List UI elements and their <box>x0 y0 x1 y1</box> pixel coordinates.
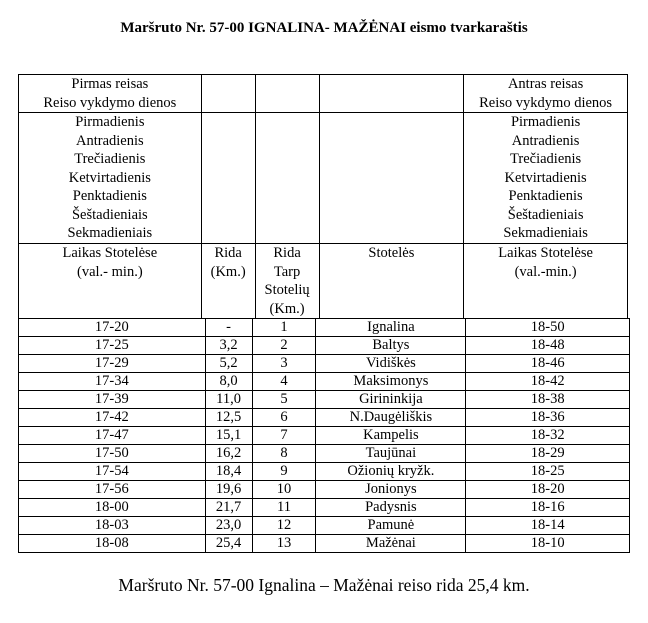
cell-line: Laikas Stotelėse <box>498 245 593 261</box>
stop-name: Vidiškės <box>316 355 466 373</box>
departure-time-first-trip: 17-56 <box>19 481 206 499</box>
departure-time-first-trip: 17-47 <box>19 427 206 445</box>
stop-number: 3 <box>252 355 316 373</box>
departure-time-first-trip: 17-42 <box>19 409 206 427</box>
empty-cell <box>255 113 319 244</box>
table-row <box>19 463 630 481</box>
cell-line: Rida <box>273 245 301 261</box>
cell-line: Ketvirtadienis <box>68 169 151 186</box>
departure-time-first-trip: 17-39 <box>19 391 206 409</box>
empty-cell <box>255 75 319 113</box>
cell-line: Pirmadienis <box>510 114 581 130</box>
stop-name: Baltys <box>316 337 466 355</box>
empty-cell <box>201 113 255 244</box>
stop-number: 6 <box>252 409 316 427</box>
table-row <box>19 409 630 427</box>
first-trip-days <box>19 113 202 244</box>
empty-cell <box>319 113 464 244</box>
cell-line: Sekmadieniais <box>67 225 153 241</box>
cell-line: Antradienis <box>76 132 144 149</box>
first-trip-header <box>19 75 202 113</box>
distance-km: 12,5 <box>205 409 252 427</box>
stop-number: 9 <box>252 463 316 481</box>
table-row <box>19 517 630 535</box>
departure-time-first-trip: 17-50 <box>19 445 206 463</box>
stop-number: 13 <box>252 535 316 553</box>
stop-number: 5 <box>252 391 316 409</box>
stop-name: Ožionių kryžk. <box>316 463 466 481</box>
departure-time-second-trip: 18-46 <box>466 355 630 373</box>
departure-time-second-trip: 18-48 <box>466 337 630 355</box>
cell-line: (val.- min.) <box>77 263 143 280</box>
second-trip-header <box>464 75 628 113</box>
table-row <box>19 355 630 373</box>
cell-line: (Km.) <box>269 300 305 317</box>
schedule-header-table <box>18 74 628 319</box>
table-row <box>19 499 630 517</box>
cell-line: Antras reisas <box>507 76 584 92</box>
cell-line: Stotelių <box>264 282 310 298</box>
cell-line: (val.-min.) <box>514 263 577 280</box>
stop-name: Jonionys <box>316 481 466 499</box>
table-row <box>19 535 630 553</box>
cell-line: Reiso vykdymo dienos <box>479 94 613 111</box>
departure-time-first-trip: 18-03 <box>19 517 206 535</box>
stop-name: Girininkija <box>316 391 466 409</box>
cell-line: Ketvirtadienis <box>504 169 587 186</box>
distance-km: 3,2 <box>205 337 252 355</box>
stop-number: 1 <box>252 319 316 337</box>
departure-time-first-trip: 17-34 <box>19 373 206 391</box>
col-header-stoteles <box>319 244 464 319</box>
stop-name: N.Daugėliškis <box>316 409 466 427</box>
route-distance-note: Maršruto Nr. 57-00 Ignalina – Mažėnai reiso rida 25,4 km. <box>118 575 530 595</box>
departure-time-second-trip: 18-25 <box>466 463 630 481</box>
stop-name: Maksimonys <box>316 373 466 391</box>
departure-time-first-trip: 17-20 <box>19 319 206 337</box>
distance-km: 18,4 <box>205 463 252 481</box>
stop-name: Taujūnai <box>316 445 466 463</box>
schedule-table <box>18 318 630 553</box>
stop-number: 2 <box>252 337 316 355</box>
stop-number: 11 <box>252 499 316 517</box>
stop-name: Kampelis <box>316 427 466 445</box>
distance-km: 19,6 <box>205 481 252 499</box>
table-row <box>19 481 630 499</box>
departure-time-second-trip: 18-36 <box>466 409 630 427</box>
distance-km: 5,2 <box>205 355 252 373</box>
page-title: Maršruto Nr. 57-00 IGNALINA- MAŽĖNAI eismo tvarkaraštis <box>120 20 528 36</box>
cell-line: Trečiadienis <box>74 151 146 167</box>
stop-name: Ignalina <box>316 319 466 337</box>
table-row <box>19 427 630 445</box>
stop-name: Mažėnai <box>316 535 466 553</box>
empty-cell <box>201 75 255 113</box>
second-trip-days <box>464 113 628 244</box>
stop-name: Pamunė <box>316 517 466 535</box>
distance-km: 11,0 <box>205 391 252 409</box>
departure-time-second-trip: 18-50 <box>466 319 630 337</box>
distance-km: 8,0 <box>205 373 252 391</box>
col-header-time-second <box>464 244 628 319</box>
cell-line: Penktadienis <box>72 188 147 204</box>
cell-line: Penktadienis <box>508 188 583 204</box>
table-row <box>19 337 630 355</box>
stop-number: 7 <box>252 427 316 445</box>
distance-km: - <box>205 319 252 337</box>
cell-line: Pirmas reisas <box>71 76 149 92</box>
stop-number: 12 <box>252 517 316 535</box>
col-header-rida-tarp <box>255 244 319 319</box>
col-header-rida <box>201 244 255 319</box>
cell-line: Šeštadieniais <box>507 206 584 223</box>
stop-number: 10 <box>252 481 316 499</box>
distance-km: 25,4 <box>205 535 252 553</box>
departure-time-first-trip: 17-29 <box>19 355 206 373</box>
empty-cell <box>319 75 464 113</box>
departure-time-second-trip: 18-20 <box>466 481 630 499</box>
departure-time-first-trip: 18-08 <box>19 535 206 553</box>
col-header-time-first <box>19 244 202 319</box>
cell-line: Pirmadienis <box>75 114 145 130</box>
stop-name: Padysnis <box>316 499 466 517</box>
distance-km: 15,1 <box>205 427 252 445</box>
cell-line: Rida <box>214 245 242 261</box>
cell-line: Reiso vykdymo dienos <box>43 94 177 111</box>
departure-time-second-trip: 18-32 <box>466 427 630 445</box>
distance-km: 16,2 <box>205 445 252 463</box>
cell-line: (Km.) <box>210 263 246 280</box>
cell-line: Laikas Stotelėse <box>62 245 158 261</box>
departure-time-second-trip: 18-10 <box>466 535 630 553</box>
cell-line: Sekmadieniais <box>503 225 588 241</box>
departure-time-second-trip: 18-16 <box>466 499 630 517</box>
cell-line: Stotelės <box>368 245 415 261</box>
stop-number: 8 <box>252 445 316 463</box>
table-row <box>19 445 630 463</box>
table-row <box>19 391 630 409</box>
stop-number: 4 <box>252 373 316 391</box>
table-row <box>19 319 630 337</box>
cell-line: Tarp <box>273 263 301 280</box>
departure-time-second-trip: 18-38 <box>466 391 630 409</box>
distance-km: 23,0 <box>205 517 252 535</box>
departure-time-first-trip: 17-54 <box>19 463 206 481</box>
departure-time-second-trip: 18-42 <box>466 373 630 391</box>
cell-line: Trečiadienis <box>510 151 582 167</box>
departure-time-second-trip: 18-14 <box>466 517 630 535</box>
departure-time-first-trip: 18-00 <box>19 499 206 517</box>
distance-km: 21,7 <box>205 499 252 517</box>
cell-line: Šeštadieniais <box>71 206 148 223</box>
table-row <box>19 373 630 391</box>
departure-time-first-trip: 17-25 <box>19 337 206 355</box>
departure-time-second-trip: 18-29 <box>466 445 630 463</box>
cell-line: Antradienis <box>511 132 580 149</box>
